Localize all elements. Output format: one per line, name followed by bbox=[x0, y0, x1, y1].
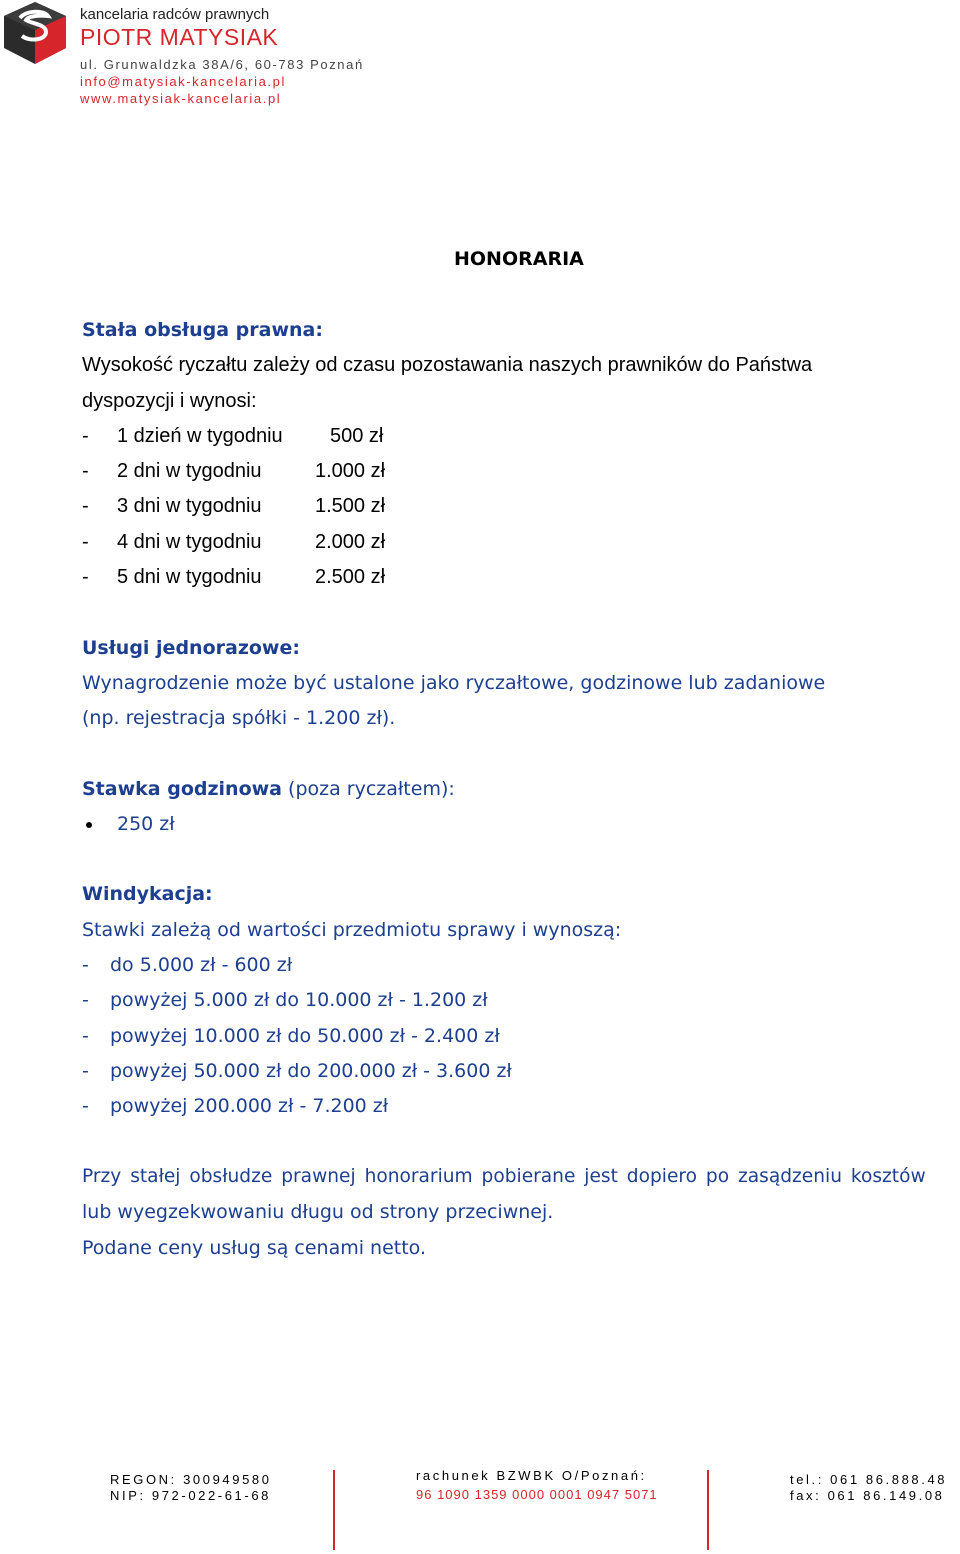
list-dash: - bbox=[82, 954, 89, 976]
list-dash: - bbox=[82, 425, 89, 447]
list-item: powyżej 10.000 zł do 50.000 zł - 2.400 zł bbox=[110, 1025, 500, 1047]
footer-divider bbox=[707, 1470, 709, 1550]
list-dash: - bbox=[82, 566, 89, 588]
list-item-value: 1.000 zł bbox=[315, 460, 386, 482]
list-dash: - bbox=[82, 531, 89, 553]
closing-line3: Podane ceny usług są cenami netto. bbox=[82, 1237, 427, 1259]
stawka-heading-suffix: (poza ryczałtem): bbox=[282, 778, 455, 800]
closing-line2: lub wyegzekwowaniu długu od strony przeciwnej. bbox=[82, 1201, 554, 1223]
list-item-label: 5 dni w tygodniu bbox=[117, 566, 262, 588]
firm-type: kancelaria radców prawnych bbox=[80, 6, 270, 23]
section-heading-stala: Stała obsługa prawna: bbox=[82, 319, 323, 341]
list-item: powyżej 5.000 zł do 10.000 zł - 1.200 zł bbox=[110, 989, 488, 1011]
stala-intro-line1: Wysokość ryczałtu zależy od czasu pozostawania naszych prawników do Państwa bbox=[82, 354, 813, 376]
list-item-value: 500 zł bbox=[330, 425, 384, 447]
list-dash: - bbox=[82, 460, 89, 482]
section-heading-windykacja: Windykacja: bbox=[82, 883, 213, 905]
windykacja-intro: Stawki zależą od wartości przedmiotu sprawy i wynoszą: bbox=[82, 919, 622, 941]
list-item-value: 1.500 zł bbox=[315, 495, 386, 517]
list-item-value: 2.500 zł bbox=[315, 566, 386, 588]
firm-website[interactable]: www.matysiak-kancelaria.pl bbox=[80, 91, 282, 106]
page-title: HONORARIA bbox=[454, 248, 584, 270]
footer-fax: fax: 061 86.149.08 bbox=[790, 1488, 945, 1503]
list-dash: - bbox=[82, 1095, 89, 1117]
footer-account-label: rachunek BZWBK O/Poznań: bbox=[416, 1468, 647, 1483]
stawka-heading-bold: Stawka godzinowa bbox=[82, 778, 282, 800]
list-dash: - bbox=[82, 1060, 89, 1082]
stawka-item: 250 zł bbox=[117, 813, 175, 835]
bullet-icon bbox=[86, 822, 92, 828]
firm-email[interactable]: info@matysiak-kancelaria.pl bbox=[80, 74, 286, 89]
list-item-value: 2.000 zł bbox=[315, 531, 386, 553]
closing-line1: Przy stałej obsłudze prawnej honorarium pobierane jest dopiero po zasądzeniu kosztów bbox=[82, 1166, 926, 1187]
uslugi-line1: Wynagrodzenie może być ustalone jako ryczałtowe, godzinowe lub zadaniowe bbox=[82, 672, 826, 694]
firm-name: PIOTR MATYSIAK bbox=[80, 24, 279, 50]
list-item-label: 3 dni w tygodniu bbox=[117, 495, 262, 517]
footer-account-number: 96 1090 1359 0000 0001 0947 5071 bbox=[416, 1487, 658, 1502]
section-heading-stawka bbox=[82, 777, 455, 801]
footer-tel: tel.: 061 86.888.48 bbox=[790, 1472, 948, 1487]
list-item: powyżej 200.000 zł - 7.200 zł bbox=[110, 1095, 389, 1117]
list-dash: - bbox=[82, 495, 89, 517]
list-item: do 5.000 zł - 600 zł bbox=[110, 954, 293, 976]
uslugi-line2: (np. rejestracja spółki - 1.200 zł). bbox=[82, 707, 396, 729]
firm-address: ul. Grunwaldzka 38A/6, 60-783 Poznań bbox=[80, 57, 364, 72]
list-dash: - bbox=[82, 989, 89, 1011]
list-item-label: 1 dzień w tygodniu bbox=[117, 425, 283, 447]
firm-logo-icon bbox=[0, 0, 70, 66]
list-item-label: 2 dni w tygodniu bbox=[117, 460, 262, 482]
stala-intro-line2: dyspozycji i wynosi: bbox=[82, 390, 257, 412]
footer-nip: NIP: 972-022-61-68 bbox=[110, 1488, 271, 1503]
section-heading-uslugi: Usługi jednorazowe: bbox=[82, 637, 300, 659]
list-dash: - bbox=[82, 1025, 89, 1047]
footer-divider bbox=[333, 1470, 335, 1550]
list-item-label: 4 dni w tygodniu bbox=[117, 531, 262, 553]
list-item: powyżej 50.000 zł do 200.000 zł - 3.600 zł bbox=[110, 1060, 512, 1082]
footer-regon: REGON: 300949580 bbox=[110, 1472, 272, 1487]
